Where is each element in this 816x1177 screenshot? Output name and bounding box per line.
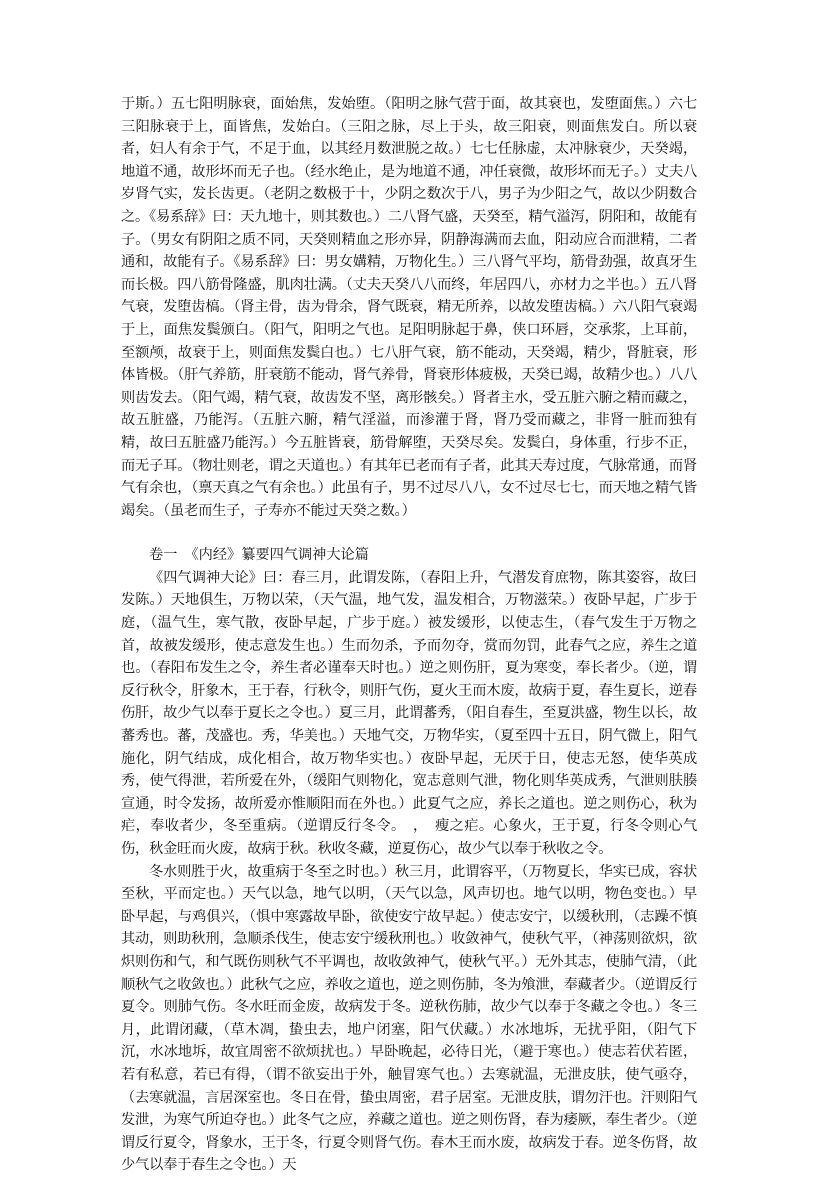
section-heading: 卷一 《内经》纂要四气调神大论篇 bbox=[149, 547, 369, 564]
paragraph-aging-stages: 于斯。）五七阳明脉衰，面始焦，发始堕。（阳明之脉气营于面，故其衰也，发堕面焦。）六七三阳脉衰于上，面皆焦，发始白。（三阳之脉，尽上于头，故三阳衰，则面焦发白。所以衰者，妇人有余于气，不足于血，以其经月数泄脱之故。）七七任脉虚，太冲脉衰少，天癸竭，地道不通，故形坏而无子也。（经水绝止，是为地道不通，冲任衰微，故形坏而无子。）丈夫八岁肾气实，发长齿更。（老阴之数极于十，少阴之数次于八，男子为少阳之气，故以少阴数合之。《易系辞》曰：天九地十，则其数也。）二八肾气盛，天癸至，精气溢泻，阴阳和，故能有子。（男女有阴阳之质不同，天癸则精血之形亦异，阴静海满而去血，阳动应合而泄精，二者通和，故能有子。《易系辞》曰：男女媾精，万物化生。）三八肾气平均，筋骨劲强，故真牙生而长极。四八筋骨隆盛，肌肉壮满。（丈夫天癸八八而终，年居四八，亦材力之半也。）五八肾气衰，发堕齿槁。（肾主骨，齿为骨余，肾气既衰，精无所养，以故发堕齿槁。）六八阳气衰竭于上，面焦发鬓颁白。（阳气，阳明之气也。足阳明脉起于鼻，侠口环唇，交承浆，上耳前，至额颅，故衰于上，则面焦发鬓白也。）七八肝气衰，筋不能动，天癸竭，精少，肾脏衰，形体皆极。（肝气养筋，肝衰筋不能动，肾气养骨，肾衰形体疲极，天癸已竭，故精少也。）八八则齿发去。（阳气竭，精气衰，故齿发不坚，离形骸矣。）肾者主水，受五脏六腑之精而藏之，故五脏盛，乃能泻。（五脏六腑，精气淫溢，而渗灌于肾，肾乃受而藏之，非肾一脏而独有精，故曰五脏盛乃能泻。）今五脏皆衰，筋骨解堕，天癸尽矣。发鬓白，身体重，行步不正，而无子耳。（物壮则老，谓之天道也。）有其年已老而有子者，此其天寿过度，气脉常通，而肾气有余也，（禀天真之气有余也。）此虽有子，男不过尽八八，女不过尽七七，而天地之精气皆竭矣。（虽老而生子，子寿亦不能过天癸之数。） bbox=[121, 96, 697, 519]
paragraph-spacer bbox=[121, 522, 697, 544]
paragraph-spring-summer: 《四气调神大论》曰：春三月，此谓发陈，（春阳上升，气潜发育庶物，陈其姿容，故曰发陈。）天地俱生，万物以荣，（天气温，地气发，温发相合，万物滋荣。）夜卧早起，广步于庭，（温气生，寒气散，夜卧早起，广步于庭。）被发缓形，以使志生，（春气发生于万物之首，故被发缓形，使志意发生也。）生而勿杀，予而勿夺，赏而勿罚，此春气之应，养生之道也。（春阳布发生之令，养生者必谨奉天时也。）逆之则伤肝，夏为寒变，奉长者少。（逆，谓反行秋令，肝象木，王于春，行秋令，则肝气伤，夏火王而木废，故病于夏，春生夏长，逆春伤肝，故少气以奉于夏长之令也。）夏三月，此谓蕃秀，（阳自春生，至夏洪盛，物生以长，故蕃秀也。蕃，茂盛也。秀，华美也。）天地气交，万物华实，（夏至四十五日，阴气微上，阳气施化，阴气结成，成化相合，故万物华实也。）夜卧早起，无厌于日，使志无怒，使华英成秀，使气得泄，若所爱在外，（缓阳气则物化，宽志意则气泄，物化则华英成秀，气泄则肤腠宣通，时令发扬，故所爱亦惟顺阳而在外也。）此夏气之应，养长之道也。逆之则伤心，秋为 疟，奉收者少，冬至重病。（逆谓反行冬令。 ， 瘦之疟。心象火，王于夏，行冬令则心气伤，秋金旺而火废，故病于秋。秋收冬藏，逆夏伤心，故少气以奉于秋收之令。 bbox=[121, 569, 697, 857]
paragraph-autumn-winter: 冬水则胜于火，故重病于冬至之时也。）秋三月，此谓容平，（万物夏长，华实已成，容状至秋，平而定也。）天气以急，地气以明，（天气以急，风声切也。地气以明，物色变也。）早卧早起，与鸡俱兴，（惧中寒露故早卧，欲使安宁故早起。）使志安宁，以缓秋刑，（志躁不慎其动，则助秋刑，急顺杀伐生，使志安宁缓秋刑也。）收敛神气，使秋气平，（神荡则欲炽，欲炽则伤和气，和气既伤则秋气不平调也，故收敛神气，使秋气平。）无外其志，使肺气清，（此顺秋气之收敛也。）此秋气之应，养收之道也，逆之则伤肺，冬为飧泄，奉藏者少。（逆谓反行夏令。则肺气伤。冬水旺而金废，故病发于冬。逆秋伤肺，故少气以奉于冬藏之令也。）冬三月，此谓闭藏，（草木凋，蛰虫去，地户闭塞，阳气伏藏。）水冰地坼，无扰乎阳，（阳气下沉，水冰地坼，故宜周密不欲烦扰也。）早卧晚起，必待日光，（避于寒也。）使志若伏若匿，若有私意，若已有得，（谓不欲妄出于外，触冒寒气也。）去寒就温，无泄皮肤，使气亟夺，（去寒就温，言居深室也。冬日在骨，蛰虫周密，君子居室。无泄皮肤，谓勿汗也。汗则阳气发泄，为寒气所迫夺也。）此冬气之应，养藏之道也。逆之则伤肾，春为痿厥，奉生者少。（逆谓反行夏令，肾象水，王于冬，行夏令则肾气伤。春木王而水废，故病发于春。逆冬伤肾，故少气以奉于春生之令也。）天 bbox=[121, 863, 697, 1174]
document-page bbox=[121, 93, 697, 1177]
